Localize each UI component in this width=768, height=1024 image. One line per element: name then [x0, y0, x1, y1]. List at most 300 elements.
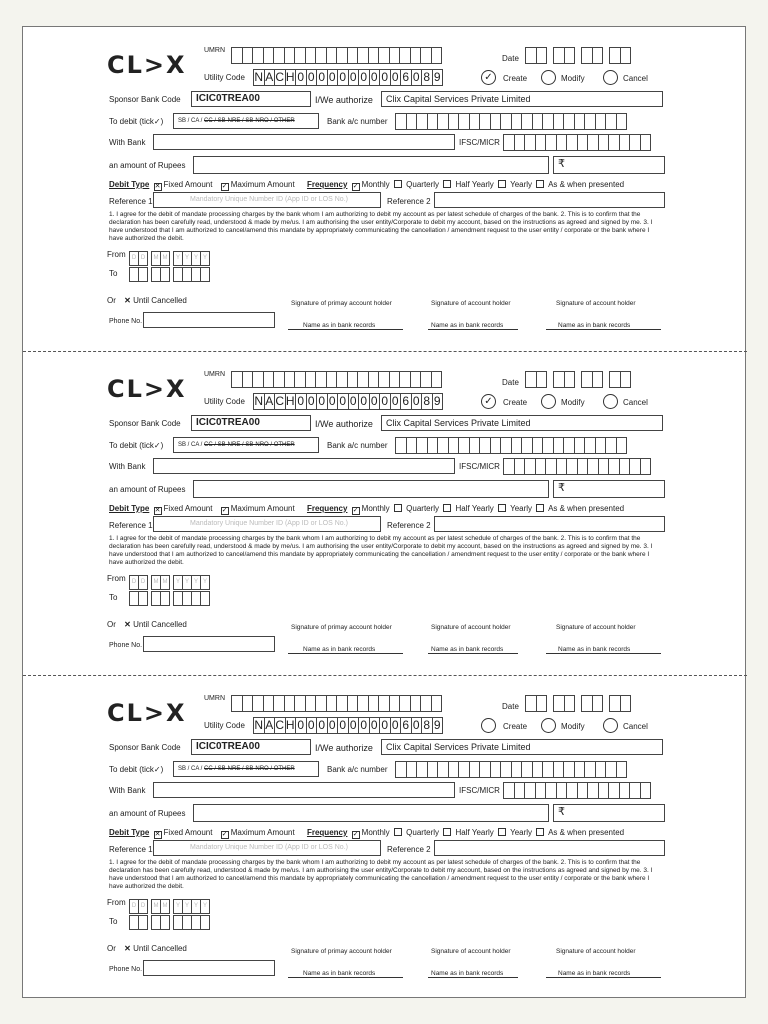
authorize-label: I/We authorize	[315, 419, 373, 429]
char-box[interactable]: Y	[182, 899, 192, 914]
char-box: A	[265, 70, 274, 84]
sig-holder3-label: Signature of account holder	[556, 624, 636, 631]
char-box: 0	[306, 393, 318, 410]
mandate-form-3	[23, 675, 747, 975]
char-box[interactable]	[564, 695, 576, 712]
monthly-checkbox[interactable]: ✓	[352, 507, 359, 514]
char-box: 8	[421, 69, 433, 86]
char-box[interactable]	[564, 47, 576, 64]
half-yearly-label: Half Yearly	[455, 180, 494, 189]
reference2-field[interactable]	[434, 840, 665, 856]
mandate-sheet	[22, 26, 746, 998]
reference1-field[interactable]: Mandatory Unique Number ID (App ID or LOS No.)	[153, 516, 381, 532]
from-label: From	[107, 574, 126, 583]
utility-code-boxes	[254, 393, 443, 410]
char-box[interactable]: D	[138, 899, 148, 914]
amount-label: an amount of Rupees	[109, 809, 186, 818]
char-box[interactable]	[616, 437, 628, 454]
mandate-form	[23, 27, 747, 327]
char-box[interactable]	[536, 371, 548, 388]
from-date-boxes[interactable]	[130, 899, 210, 916]
authorize-label: I/We authorize	[315, 743, 373, 753]
bank-ac-boxes[interactable]	[396, 761, 627, 778]
reference1-label: Reference 1	[109, 845, 153, 854]
char-box: 0	[337, 717, 349, 734]
until-cancelled-checkbox[interactable]: ✕	[124, 296, 131, 305]
from-label: From	[107, 898, 126, 907]
umrn-boxes[interactable]	[232, 47, 442, 64]
yearly-checkbox[interactable]	[536, 504, 544, 512]
sig-primary-label: Signature of primay account holder	[291, 624, 392, 631]
to-date-boxes[interactable]	[130, 591, 210, 608]
monthly-checkbox[interactable]: ✓	[352, 183, 359, 190]
half-yearly-checkbox[interactable]	[498, 180, 506, 188]
phone-label: Phone No.	[109, 642, 143, 649]
sig-holder2-label: Signature of account holder	[431, 948, 511, 955]
char-box[interactable]	[200, 591, 210, 606]
char-box[interactable]	[536, 695, 548, 712]
quarterly-checkbox[interactable]	[443, 828, 451, 836]
rupee-icon: ₹	[558, 482, 565, 494]
char-box[interactable]	[431, 371, 443, 388]
cut-line	[23, 675, 747, 676]
char-box: 0	[379, 717, 391, 734]
char-box: 8	[421, 717, 433, 734]
char-box[interactable]: M	[160, 251, 170, 266]
name-bank-label-1: Name as in bank records	[303, 646, 376, 653]
debit-type-label: Debit Type	[109, 828, 150, 837]
fixed-amount-label: Fixed Amount	[163, 180, 213, 189]
or-row	[107, 945, 187, 953]
utility-code-boxes	[254, 69, 443, 86]
amount-words-field[interactable]	[193, 804, 549, 822]
char-box[interactable]: D	[129, 899, 139, 914]
or-label: Or	[107, 296, 116, 305]
char-box[interactable]	[160, 591, 170, 606]
to-label: To	[109, 269, 118, 278]
char-box[interactable]	[138, 591, 148, 606]
create-radio[interactable]	[481, 394, 496, 409]
name-bank-label-3: Name as in bank records	[558, 646, 631, 653]
char-box: 0	[295, 717, 307, 734]
char-box: 0	[306, 717, 318, 734]
char-box[interactable]: Y	[200, 899, 210, 914]
char-box[interactable]: Y	[200, 251, 210, 266]
name-bank-label-3: Name as in bank records	[558, 970, 631, 977]
char-box[interactable]	[620, 47, 632, 64]
char-box: 8	[421, 393, 433, 410]
frequency-label: Frequency	[306, 180, 348, 189]
yearly-label: Yearly	[510, 828, 533, 837]
ifsc-boxes[interactable]	[504, 782, 651, 799]
with-bank-label: With Bank	[109, 138, 146, 147]
char-box[interactable]: Y	[173, 575, 183, 590]
bank-ac-label: Bank a/c number	[327, 441, 388, 450]
name-bank-label-1: Name as in bank records	[303, 322, 376, 329]
char-box[interactable]: D	[138, 251, 148, 266]
sig-holder3-label: Signature of account holder	[556, 300, 636, 307]
char-box: 0	[369, 69, 381, 86]
account-types-struck: CC / SB-NRE / SB-NRO / OTHER	[204, 442, 295, 448]
rupee-icon: ₹	[558, 158, 565, 170]
maximum-amount-checkbox[interactable]: ✓	[221, 183, 228, 190]
char-box[interactable]	[616, 113, 628, 130]
char-box: 0	[337, 69, 349, 86]
as-when-label: As & when presented	[548, 504, 625, 513]
char-box[interactable]	[640, 134, 652, 151]
company-field[interactable]: Clix Capital Services Private Limited	[381, 91, 663, 107]
reference2-label: Reference 2	[387, 521, 431, 530]
yearly-label: Yearly	[510, 180, 533, 189]
check-icon: ✓	[484, 72, 493, 83]
create-radio[interactable]	[481, 70, 496, 85]
char-box[interactable]	[592, 371, 604, 388]
reference2-field[interactable]	[434, 516, 665, 532]
reference2-field[interactable]	[434, 192, 665, 208]
sig-holder3-label: Signature of account holder	[556, 948, 636, 955]
amount-words-field[interactable]	[193, 156, 549, 174]
name-bank-label-2: Name as in bank records	[431, 646, 504, 653]
sponsor-code-field[interactable]: ICIC0TREA00	[191, 91, 311, 107]
char-box: C	[275, 70, 285, 84]
modify-radio[interactable]	[541, 394, 556, 409]
account-type-field[interactable]	[173, 113, 319, 129]
sig-primary-label: Signature of primay account holder	[291, 948, 392, 955]
to-date-boxes[interactable]	[130, 915, 210, 932]
quarterly-checkbox[interactable]	[443, 504, 451, 512]
debit-type-row	[109, 180, 624, 191]
char-box[interactable]: Y	[182, 251, 192, 266]
create-radio[interactable]	[481, 718, 496, 733]
quarterly-label: Quarterly	[406, 504, 440, 513]
or-label: Or	[107, 944, 116, 953]
char-box: 0	[348, 69, 360, 86]
char-box: 0	[390, 69, 402, 86]
reference1-field[interactable]: Mandatory Unique Number ID (App ID or LOS No.)	[153, 192, 381, 208]
char-box[interactable]: M	[160, 575, 170, 590]
sig-holder2-label: Signature of account holder	[431, 300, 511, 307]
account-types-plain: SB / CA /	[178, 766, 205, 772]
to-label: To	[109, 593, 118, 602]
reference1-label: Reference 1	[109, 197, 153, 206]
ifsc-boxes[interactable]	[504, 134, 651, 151]
to-debit-label: To debit (tick✓)	[109, 117, 164, 126]
name-bank-label-2: Name as in bank records	[431, 322, 504, 329]
authorize-label: I/We authorize	[315, 95, 373, 105]
sig-primary-label: Signature of primay account holder	[291, 300, 392, 307]
char-box: H	[285, 70, 295, 84]
until-cancelled-checkbox[interactable]: ✕	[124, 944, 131, 953]
yearly-label: Yearly	[510, 504, 533, 513]
amount-label: an amount of Rupees	[109, 161, 186, 170]
to-date-boxes[interactable]	[130, 267, 210, 284]
monthly-label: Monthly	[361, 504, 390, 513]
char-box: 0	[411, 393, 423, 410]
cut-line	[23, 351, 747, 352]
as-when-label: As & when presented	[548, 180, 625, 189]
char-box[interactable]	[592, 695, 604, 712]
char-box: 0	[358, 393, 370, 410]
maximum-amount-checkbox[interactable]: ✓	[221, 507, 228, 514]
char-box: 0	[358, 69, 370, 86]
char-box: 0	[327, 393, 339, 410]
utility-code-boxes	[254, 717, 443, 734]
char-box: 0	[369, 393, 381, 410]
char-box[interactable]	[592, 47, 604, 64]
monthly-label: Monthly	[361, 180, 390, 189]
char-box[interactable]: D	[129, 575, 139, 590]
char-box[interactable]	[536, 47, 548, 64]
utility-code-label: Utility Code	[204, 73, 245, 82]
ifsc-label: IFSC/MICR	[459, 786, 500, 795]
clix-logo: CL>X	[107, 699, 187, 727]
account-type-field[interactable]	[173, 437, 319, 453]
ifsc-boxes[interactable]	[504, 458, 651, 475]
account-types-struck: CC / SB-NRE / SB-NRO / OTHER	[204, 118, 295, 124]
monthly-box2[interactable]	[394, 180, 402, 188]
fixed-amount-checkbox[interactable]: ✕	[154, 831, 161, 838]
to-label: To	[109, 917, 118, 926]
cancel-radio[interactable]	[603, 718, 618, 733]
char-box: 0	[379, 393, 391, 410]
char-box[interactable]: Y	[200, 575, 210, 590]
modify-radio[interactable]	[541, 718, 556, 733]
account-type-field[interactable]	[173, 761, 319, 777]
cancel-radio[interactable]	[603, 394, 618, 409]
account-types-struck: CC / SB-NRE / SB-NRO / OTHER	[204, 766, 295, 772]
char-box[interactable]	[564, 371, 576, 388]
char-box[interactable]	[160, 915, 170, 930]
quarterly-label: Quarterly	[406, 180, 440, 189]
half-yearly-label: Half Yearly	[455, 504, 494, 513]
reference2-label: Reference 2	[387, 197, 431, 206]
to-debit-label: To debit (tick✓)	[109, 441, 164, 450]
reference2-label: Reference 2	[387, 845, 431, 854]
char-box[interactable]: Y	[173, 899, 183, 914]
date-boxes[interactable]	[526, 47, 631, 64]
name-bank-label-1: Name as in bank records	[303, 970, 376, 977]
monthly-box2[interactable]	[394, 504, 402, 512]
until-cancelled-checkbox[interactable]: ✕	[124, 620, 131, 629]
name-bank-label-2: Name as in bank records	[431, 970, 504, 977]
fixed-amount-label: Fixed Amount	[163, 828, 213, 837]
quarterly-checkbox[interactable]	[443, 180, 451, 188]
reference1-label: Reference 1	[109, 521, 153, 530]
char-box[interactable]	[138, 267, 148, 282]
utility-code-label: Utility Code	[204, 721, 245, 730]
char-box[interactable]	[431, 695, 443, 712]
bank-ac-boxes[interactable]	[396, 113, 627, 130]
until-cancelled-label: Until Cancelled	[133, 296, 187, 305]
ifsc-label: IFSC/MICR	[459, 138, 500, 147]
sig-holder2-label: Signature of account holder	[431, 624, 511, 631]
sponsor-label: Sponsor Bank Code	[109, 95, 181, 104]
name-bank-label-3: Name as in bank records	[558, 322, 631, 329]
debit-type-row	[109, 828, 624, 839]
rupee-icon: ₹	[558, 806, 565, 818]
char-box[interactable]: Y	[191, 251, 201, 266]
with-bank-field[interactable]	[153, 134, 455, 150]
umrn-label: UMRN	[204, 695, 225, 702]
fixed-amount-checkbox[interactable]: ✕	[154, 507, 161, 514]
umrn-boxes[interactable]	[232, 695, 442, 712]
char-box: N	[254, 70, 264, 84]
from-date-boxes[interactable]	[130, 575, 210, 592]
with-bank-label: With Bank	[109, 786, 146, 795]
company-field[interactable]: Clix Capital Services Private Limited	[381, 415, 663, 431]
amount-label: an amount of Rupees	[109, 485, 186, 494]
or-label: Or	[107, 620, 116, 629]
maximum-amount-checkbox[interactable]: ✓	[221, 831, 228, 838]
from-date-boxes[interactable]	[130, 251, 210, 268]
char-box: 6	[400, 717, 412, 734]
half-yearly-checkbox[interactable]	[498, 828, 506, 836]
half-yearly-label: Half Yearly	[455, 828, 494, 837]
modify-label: Modify	[561, 722, 585, 731]
phone-field[interactable]	[143, 312, 275, 328]
from-label: From	[107, 250, 126, 259]
char-box: 6	[400, 69, 412, 86]
char-box: 0	[369, 717, 381, 734]
char-box[interactable]	[431, 47, 443, 64]
bank-ac-label: Bank a/c number	[327, 117, 388, 126]
char-box: C	[275, 394, 285, 408]
char-box[interactable]: Y	[191, 575, 201, 590]
terms-text: 1. I agree for the debit of mandate processing charges by the bank whom I am authorizing to debit my account as per latest schedule of charges of the bank. 2. This is to confirm that the declaration has been carefully read, understood & made by me/us. I am authorising the user entity/Corporate to debit my account, based on the instructions as agreed and signed by me. 3. I have understood that I am authorized to cancel/amend this mandate by appropriately communicating the cancellation / amendment request to the user entity / corporate or the bank where I have authorized the debit.	[109, 211, 653, 242]
company-field[interactable]: Clix Capital Services Private Limited	[381, 739, 663, 755]
amount-figures-field[interactable]	[553, 804, 665, 822]
umrn-boxes[interactable]	[232, 371, 442, 388]
char-box[interactable]	[138, 915, 148, 930]
char-box: 0	[327, 717, 339, 734]
monthly-box2[interactable]	[394, 828, 402, 836]
date-boxes[interactable]	[526, 695, 631, 712]
check-icon: ✓	[484, 396, 493, 407]
until-cancelled-label: Until Cancelled	[133, 620, 187, 629]
char-box: A	[265, 394, 274, 408]
utility-code-label: Utility Code	[204, 397, 245, 406]
char-box: 0	[316, 393, 328, 410]
fixed-amount-label: Fixed Amount	[163, 504, 213, 513]
sponsor-code-field[interactable]: ICIC0TREA00	[191, 415, 311, 431]
yearly-checkbox[interactable]	[536, 828, 544, 836]
char-box[interactable]: M	[151, 575, 161, 590]
char-box[interactable]	[620, 695, 632, 712]
char-box: N	[254, 394, 264, 408]
yearly-checkbox[interactable]	[536, 180, 544, 188]
create-label: Create	[503, 74, 528, 83]
maximum-amount-label: Maximum Amount	[230, 504, 295, 513]
amount-figures-field[interactable]	[553, 156, 665, 174]
char-box: 9	[432, 69, 444, 86]
char-box: 0	[411, 69, 423, 86]
char-box[interactable]	[200, 267, 210, 282]
char-box[interactable]	[640, 782, 652, 799]
clix-logo: CL>X	[107, 51, 187, 79]
char-box[interactable]: Y	[173, 251, 183, 266]
debit-type-row	[109, 504, 624, 515]
maximum-amount-label: Maximum Amount	[230, 828, 295, 837]
date-label: Date	[502, 702, 519, 711]
monthly-checkbox[interactable]: ✓	[352, 831, 359, 838]
amount-figures-field[interactable]	[553, 480, 665, 498]
bank-ac-boxes[interactable]	[396, 437, 627, 454]
maximum-amount-label: Maximum Amount	[230, 180, 295, 189]
sponsor-code-field[interactable]: ICIC0TREA00	[191, 739, 311, 755]
char-box[interactable]: D	[138, 575, 148, 590]
char-box[interactable]: M	[151, 899, 161, 914]
umrn-label: UMRN	[204, 47, 225, 54]
terms-text: 1. I agree for the debit of mandate processing charges by the bank whom I am authorizing to debit my account as per latest schedule of charges of the bank. 2. This is to confirm that the declaration has been carefully read, understood & made by me/us. I am authorising the user entity/Corporate to debit my account, based on the instructions as agreed and signed by me. 3. I have understood that I am authorized to cancel/amend this mandate by appropriately communicating the cancellation / amendment request to the user entity / corporate or the bank where I have authorized the debit.	[109, 859, 653, 890]
char-box: 0	[390, 717, 402, 734]
char-box[interactable]	[640, 458, 652, 475]
phone-field[interactable]	[143, 960, 275, 976]
char-box[interactable]: M	[151, 251, 161, 266]
char-box: 6	[400, 393, 412, 410]
debit-type-label: Debit Type	[109, 180, 150, 189]
phone-label: Phone No.	[109, 318, 143, 325]
clix-logo: CL>X	[107, 375, 187, 403]
char-box: 0	[306, 69, 318, 86]
char-box: 0	[411, 717, 423, 734]
char-box: 0	[295, 393, 307, 410]
account-types-plain: SB / CA /	[178, 442, 205, 448]
char-box: 0	[337, 393, 349, 410]
char-box[interactable]	[160, 267, 170, 282]
char-box[interactable]: D	[129, 251, 139, 266]
char-box[interactable]: M	[160, 899, 170, 914]
debit-type-label: Debit Type	[109, 504, 150, 513]
with-bank-label: With Bank	[109, 462, 146, 471]
umrn-label: UMRN	[204, 371, 225, 378]
half-yearly-checkbox[interactable]	[498, 504, 506, 512]
phone-label: Phone No.	[109, 966, 143, 973]
char-box[interactable]	[616, 761, 628, 778]
char-box: 9	[432, 393, 444, 410]
as-when-label: As & when presented	[548, 828, 625, 837]
date-boxes[interactable]	[526, 371, 631, 388]
char-box: N	[254, 718, 264, 732]
fixed-amount-checkbox[interactable]: ✕	[154, 183, 161, 190]
char-box[interactable]: Y	[182, 575, 192, 590]
char-box[interactable]: Y	[191, 899, 201, 914]
modify-label: Modify	[561, 398, 585, 407]
amount-words-field[interactable]	[193, 480, 549, 498]
monthly-label: Monthly	[361, 828, 390, 837]
sponsor-label: Sponsor Bank Code	[109, 419, 181, 428]
sponsor-label: Sponsor Bank Code	[109, 743, 181, 752]
char-box: 0	[358, 717, 370, 734]
char-box: 0	[379, 69, 391, 86]
char-box[interactable]	[620, 371, 632, 388]
ifsc-label: IFSC/MICR	[459, 462, 500, 471]
or-row	[107, 297, 187, 305]
with-bank-field[interactable]	[153, 458, 455, 474]
phone-field[interactable]	[143, 636, 275, 652]
modify-radio[interactable]	[541, 70, 556, 85]
mandate-form-2	[23, 351, 747, 651]
char-box[interactable]	[200, 915, 210, 930]
account-types-plain: SB / CA /	[178, 118, 205, 124]
cancel-radio[interactable]	[603, 70, 618, 85]
reference1-field[interactable]: Mandatory Unique Number ID (App ID or LOS No.)	[153, 840, 381, 856]
date-label: Date	[502, 378, 519, 387]
or-row	[107, 621, 187, 629]
create-label: Create	[503, 722, 528, 731]
with-bank-field[interactable]	[153, 782, 455, 798]
frequency-label: Frequency	[306, 828, 348, 837]
quarterly-label: Quarterly	[406, 828, 440, 837]
